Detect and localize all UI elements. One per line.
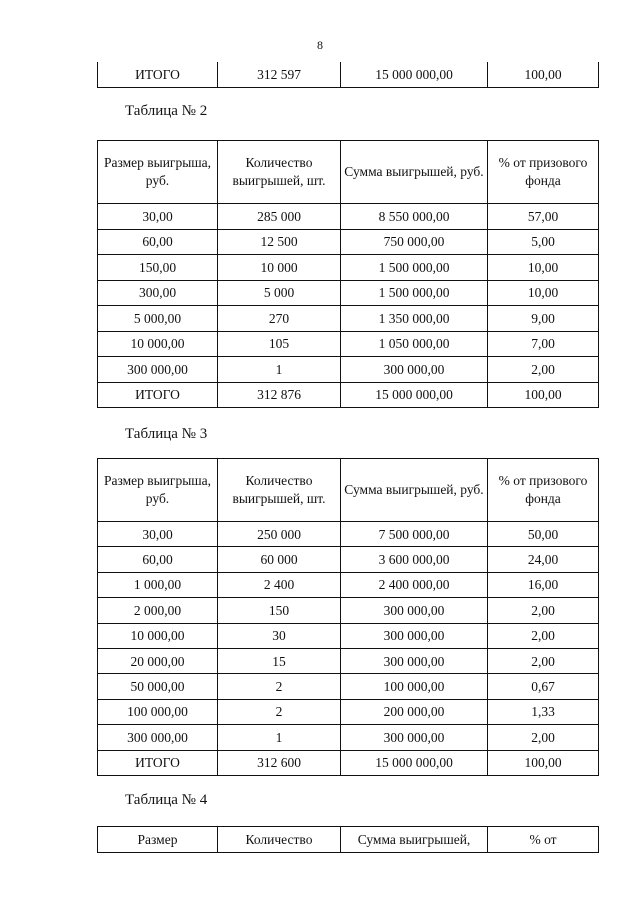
table-cell: 30 [218, 623, 341, 648]
table-cell: 200 000,00 [341, 699, 488, 724]
prize-table-3 [97, 458, 599, 776]
table-cell: 2 400 000,00 [341, 572, 488, 597]
table-cell: 2,00 [488, 598, 599, 623]
table-row [98, 648, 599, 673]
table-row [98, 725, 599, 750]
table-cell: 10,00 [488, 255, 599, 281]
table-cell: 7,00 [488, 331, 599, 357]
table-row-total [98, 62, 599, 88]
table-row [98, 522, 599, 547]
table-cell: 1 [218, 725, 341, 750]
table-cell: 150,00 [98, 255, 218, 281]
table-cell: 2 [218, 674, 341, 699]
table-cell: 300 000,00 [341, 598, 488, 623]
table-cell: 2 [218, 699, 341, 724]
table-cell: 300,00 [98, 280, 218, 306]
table-cell: 7 500 000,00 [341, 522, 488, 547]
table-row [98, 598, 599, 623]
prize-table-1-total [97, 62, 599, 88]
table-cell: 1 000,00 [98, 572, 218, 597]
table-cell: 50,00 [488, 522, 599, 547]
table-body [98, 522, 599, 776]
table-cell: 10 000,00 [98, 331, 218, 357]
table-cell: 2,00 [488, 357, 599, 383]
column-header: % от призового фонда [488, 459, 599, 522]
table-row [98, 204, 599, 230]
table-3-caption: Таблица № 3 [125, 426, 208, 442]
table-cell: 1 500 000,00 [341, 280, 488, 306]
table-cell: 100 000,00 [341, 674, 488, 699]
table-cell: 5 000 [218, 280, 341, 306]
table-cell: 312 600 [218, 750, 341, 775]
table-cell: ИТОГО [98, 750, 218, 775]
table-cell: 50 000,00 [98, 674, 218, 699]
table-body [98, 204, 599, 408]
table-cell: 100,00 [488, 62, 599, 88]
table-cell: 24,00 [488, 547, 599, 572]
table-header-row [98, 459, 599, 522]
table-cell: 60,00 [98, 547, 218, 572]
table-row [98, 255, 599, 281]
table-cell: 312 876 [218, 382, 341, 408]
table-cell: 16,00 [488, 572, 599, 597]
table-cell: 2,00 [488, 623, 599, 648]
table-cell: 0,67 [488, 674, 599, 699]
table-cell: ИТОГО [98, 382, 218, 408]
table-cell: 10,00 [488, 280, 599, 306]
table-row [98, 382, 599, 408]
table-cell: 2,00 [488, 725, 599, 750]
table-cell: 100,00 [488, 382, 599, 408]
table-row [98, 229, 599, 255]
table-cell: 15 000 000,00 [341, 62, 488, 88]
column-header: Размер [98, 827, 218, 853]
table-header-row [98, 827, 599, 853]
prize-table-4 [97, 826, 599, 853]
prize-table-2 [97, 140, 599, 408]
column-header: Сумма выигрышей, руб. [341, 459, 488, 522]
column-header: Количество [218, 827, 341, 853]
table-cell: 250 000 [218, 522, 341, 547]
table-cell: 3 600 000,00 [341, 547, 488, 572]
table-cell: 15 000 000,00 [341, 750, 488, 775]
table-cell: 1,33 [488, 699, 599, 724]
table-row [98, 331, 599, 357]
table-row [98, 623, 599, 648]
table-cell: 9,00 [488, 306, 599, 332]
table-cell: 15 [218, 648, 341, 673]
table-cell: 150 [218, 598, 341, 623]
column-header: Размер выигрыша, руб. [98, 459, 218, 522]
table-row [98, 357, 599, 383]
table-cell: 1 350 000,00 [341, 306, 488, 332]
table-row [98, 306, 599, 332]
table-cell: 312 597 [218, 62, 341, 88]
table-cell: 300 000,00 [98, 725, 218, 750]
table-cell: 5,00 [488, 229, 599, 255]
table-cell: 10 000 [218, 255, 341, 281]
table-header-row [98, 141, 599, 204]
table-cell: 15 000 000,00 [341, 382, 488, 408]
table-row [98, 699, 599, 724]
column-header: Размер выигрыша, руб. [98, 141, 218, 204]
table-cell: 300 000,00 [341, 623, 488, 648]
table-row [98, 750, 599, 775]
table-cell: 12 500 [218, 229, 341, 255]
table-cell: ИТОГО [98, 62, 218, 88]
table-2-caption: Таблица № 2 [125, 103, 208, 119]
table-cell: 60,00 [98, 229, 218, 255]
table-row [98, 547, 599, 572]
column-header: Количество выигрышей, шт. [218, 141, 341, 204]
table-cell: 300 000,00 [98, 357, 218, 383]
table-cell: 1 050 000,00 [341, 331, 488, 357]
table-cell: 20 000,00 [98, 648, 218, 673]
table-cell: 300 000,00 [341, 725, 488, 750]
table-cell: 30,00 [98, 204, 218, 230]
table-row [98, 674, 599, 699]
table-cell: 30,00 [98, 522, 218, 547]
column-header: Количество выигрышей, шт. [218, 459, 341, 522]
table-cell: 2 400 [218, 572, 341, 597]
table-4-caption: Таблица № 4 [125, 792, 208, 808]
table-cell: 105 [218, 331, 341, 357]
table-row [98, 572, 599, 597]
table-cell: 750 000,00 [341, 229, 488, 255]
table-cell: 1 [218, 357, 341, 383]
column-header: Сумма выигрышей, [341, 827, 488, 853]
table-cell: 5 000,00 [98, 306, 218, 332]
table-cell: 300 000,00 [341, 648, 488, 673]
table-cell: 285 000 [218, 204, 341, 230]
column-header: Сумма выигрышей, руб. [341, 141, 488, 204]
table-cell: 100 000,00 [98, 699, 218, 724]
column-header: % от [488, 827, 599, 853]
table-cell: 270 [218, 306, 341, 332]
table-row [98, 280, 599, 306]
table-cell: 2,00 [488, 648, 599, 673]
table-cell: 300 000,00 [341, 357, 488, 383]
table-cell: 57,00 [488, 204, 599, 230]
table-cell: 10 000,00 [98, 623, 218, 648]
table-cell: 8 550 000,00 [341, 204, 488, 230]
table-cell: 2 000,00 [98, 598, 218, 623]
column-header: % от призового фонда [488, 141, 599, 204]
table-cell: 100,00 [488, 750, 599, 775]
table-cell: 1 500 000,00 [341, 255, 488, 281]
table-cell: 60 000 [218, 547, 341, 572]
page-number: 8 [317, 38, 323, 52]
